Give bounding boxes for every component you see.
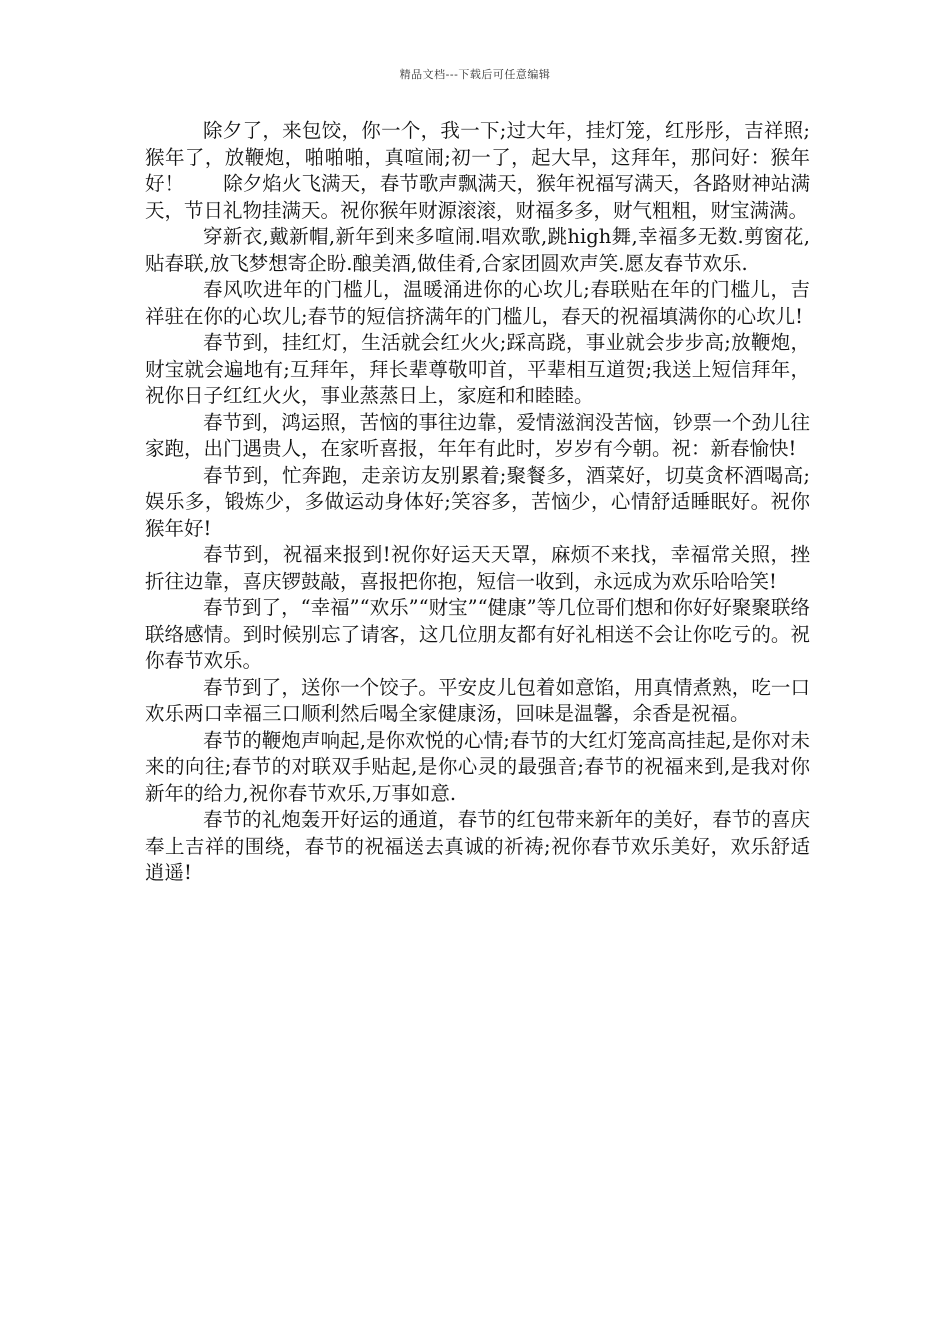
paragraph: 穿新衣,戴新帽,新年到来多喧闹.唱欢歌,跳high舞,幸福多无数.剪窗花,贴春联,放飞梦想寄企盼.酿美酒,做佳肴,合家团圆欢声笑.愿友春节欢乐. [145, 225, 810, 275]
paragraph: 春节的礼炮轰开好运的通道，春节的红包带来新年的美好，春节的喜庆奉上吉祥的围绕，春节的祝福送去真诚的祈祷;祝你春节欢乐美好，欢乐舒适逍遥! [145, 808, 810, 884]
paragraph: 春节到了，送你一个饺子。平安皮儿包着如意馅，用真情煮熟，吃一口欢乐两口幸福三口顺利然后喝全家健康汤，回味是温馨，余香是祝福。 [145, 675, 810, 725]
paragraph: 春节到，鸿运照，苦恼的事往边靠，爱情滋润没苦恼，钞票一个劲儿往家跑，出门遇贵人，在家听喜报，年年有此时，岁岁有今朝。祝：新春愉快! [145, 410, 810, 460]
document-body [145, 118, 810, 887]
paragraph: 春节到，忙奔跑，走亲访友别累着;聚餐多，酒菜好，切莫贪杯酒喝高;娱乐多，锻炼少，多做运动身体好;笑容多，苦恼少，心情舒适睡眠好。祝你猴年好! [145, 463, 810, 540]
paragraph: 春风吹进年的门槛儿，温暖涌进你的心坎儿;春联贴在年的门槛儿，吉祥驻在你的心坎儿;春节的短信挤满年的门槛儿，春天的祝福填满你的心坎儿! [145, 278, 810, 328]
paragraph: 春节到，挂红灯，生活就会红火火;踩高跷，事业就会步步高;放鞭炮，财宝就会遍地有;互拜年，拜长辈尊敬叩首，平辈相互道贺;我送上短信拜年，祝你日子红红火火，事业蒸蒸日上，家庭和和睦睦。 [145, 331, 810, 407]
page-header: 精品文档---下载后可任意编辑 [399, 68, 551, 81]
paragraph: 春节到了，“幸福”“欢乐”“财宝”“健康”等几位哥们想和你好好聚聚联络联络感情。到时候别忘了请客，这几位朋友都有好礼相送不会让你吃亏的。祝你春节欢乐。 [145, 596, 810, 672]
paragraph: 春节的鞭炮声响起,是你欢悦的心情;春节的大红灯笼高高挂起,是你对未来的向往;春节的对联双手贴起,是你心灵的最强音;春节的祝福来到,是我对你新年的给力,祝你春节欢乐,万事如意. [145, 728, 810, 805]
paragraph: 除夕了，来包饺，你一个，我一下;过大年，挂灯笼，红彤彤，吉祥照;猴年了，放鞭炮，啪啪啪，真喧闹;初一了，起大早，这拜年，那问好：猴年好！ 除夕焰火飞满天，春节歌声飘满天，猴年祝福写满天，各路财神站满天，节日礼物挂满天。祝你猴年财源滚滚，财福多多，财气粗粗，财宝满满。 [145, 119, 810, 222]
paragraph: 春节到，祝福来报到!祝你好运天天罩，麻烦不来找，幸福常关照，挫折往边靠，喜庆锣鼓敲，喜报把你抱，短信一收到，永远成为欢乐哈哈笑! [145, 543, 810, 593]
